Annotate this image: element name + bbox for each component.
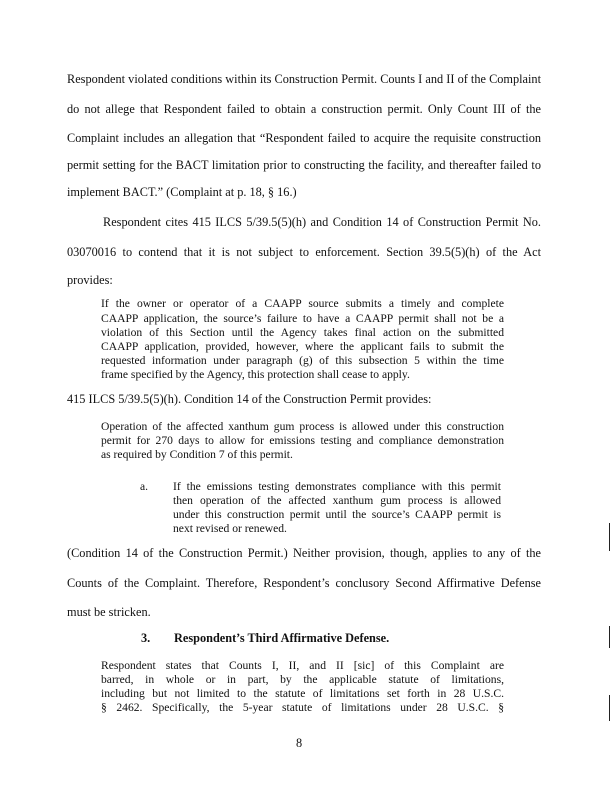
sub-item-label: a.: [140, 480, 149, 493]
paragraph-2-line: 03070016 to contend that it is not subject to enforcement. Section 39.5(5)(h) of the Act: [67, 245, 541, 259]
block-quote-1-line: If the owner or operator of a CAAPP source submits a timely and complete: [101, 297, 504, 310]
block-quote-3-line: Respondent states that Counts I, II, and II [sic] of this Complaint are: [101, 659, 504, 672]
page-number: 8: [296, 736, 303, 750]
block-quote-1-line: violation of this Section until the Agency takes final action on the submitted: [101, 326, 504, 339]
block-quote-3-line: § 2462. Specifically, the 5-year statute of limitations under 28 U.S.C. §: [101, 701, 504, 714]
paragraph-1-line: permit setting for the BACT limitation prior to constructing the facility, and thereafter failed to: [67, 158, 541, 172]
section-heading-number: 3.: [141, 631, 151, 645]
block-quote-1-line: CAAPP application, provided, however, where the applicant fails to submit the: [101, 340, 504, 353]
sub-item-line: next revised or renewed.: [173, 522, 287, 535]
revision-bar: [609, 695, 610, 721]
block-quote-1-line: requested information under paragraph (g) of this subsection 5 within the time: [101, 354, 504, 367]
paragraph-3-line: must be stricken.: [67, 605, 151, 619]
paragraph-3-line: Counts of the Complaint. Therefore, Respondent’s conclusory Second Affirmative Defense: [67, 576, 541, 590]
paragraph-1-line: Respondent violated conditions within its Construction Permit. Counts I and II of the Complaint: [67, 72, 541, 86]
paragraph-1-line: Complaint includes an allegation that “Respondent failed to acquire the requisite construction: [67, 131, 541, 145]
sub-item-line: under this construction permit until the source’s CAAPP permit is: [173, 508, 501, 521]
block-quote-3-line: including but not limited to the statute of limitations set forth in 28 U.S.C.: [101, 687, 504, 700]
revision-bar: [609, 626, 610, 648]
block-quote-1-line: frame specified by the Agency, this protection shall cease to apply.: [101, 368, 410, 381]
revision-bar: [609, 523, 610, 551]
paragraph-2-line: Respondent cites 415 ILCS 5/39.5(5)(h) and Condition 14 of Construction Permit No.: [103, 215, 541, 229]
block-quote-2-line: permit for 270 days to allow for emissions testing and compliance demonstration: [101, 434, 504, 447]
paragraph-1-line: do not allege that Respondent failed to obtain a construction permit. Only Count III of the: [67, 102, 541, 116]
sub-item-line: If the emissions testing demonstrates compliance with this permit: [173, 480, 501, 493]
block-quote-2-line: as required by Condition 7 of this permit.: [101, 448, 293, 461]
sub-item-line: then operation of the affected xanthum gum process is allowed: [173, 494, 501, 507]
paragraph-3-line: (Condition 14 of the Construction Permit.) Neither provision, though, applies to any of the: [67, 546, 541, 560]
block-quote-3-line: barred, in whole or in part, by the applicable statute of limitations,: [101, 673, 504, 686]
paragraph-2-line: provides:: [67, 273, 113, 287]
paragraph-1-line: implement BACT.” (Complaint at p. 18, § 16.): [67, 185, 297, 199]
block-quote-2-line: Operation of the affected xanthum gum process is allowed under this construction: [101, 420, 504, 433]
citation-line: 415 ILCS 5/39.5(5)(h). Condition 14 of the Construction Permit provides:: [67, 392, 432, 406]
block-quote-1-line: CAAPP application, the source’s failure to have a CAAPP permit shall not be a: [101, 312, 504, 325]
section-heading-title: Respondent’s Third Affirmative Defense.: [174, 631, 390, 645]
